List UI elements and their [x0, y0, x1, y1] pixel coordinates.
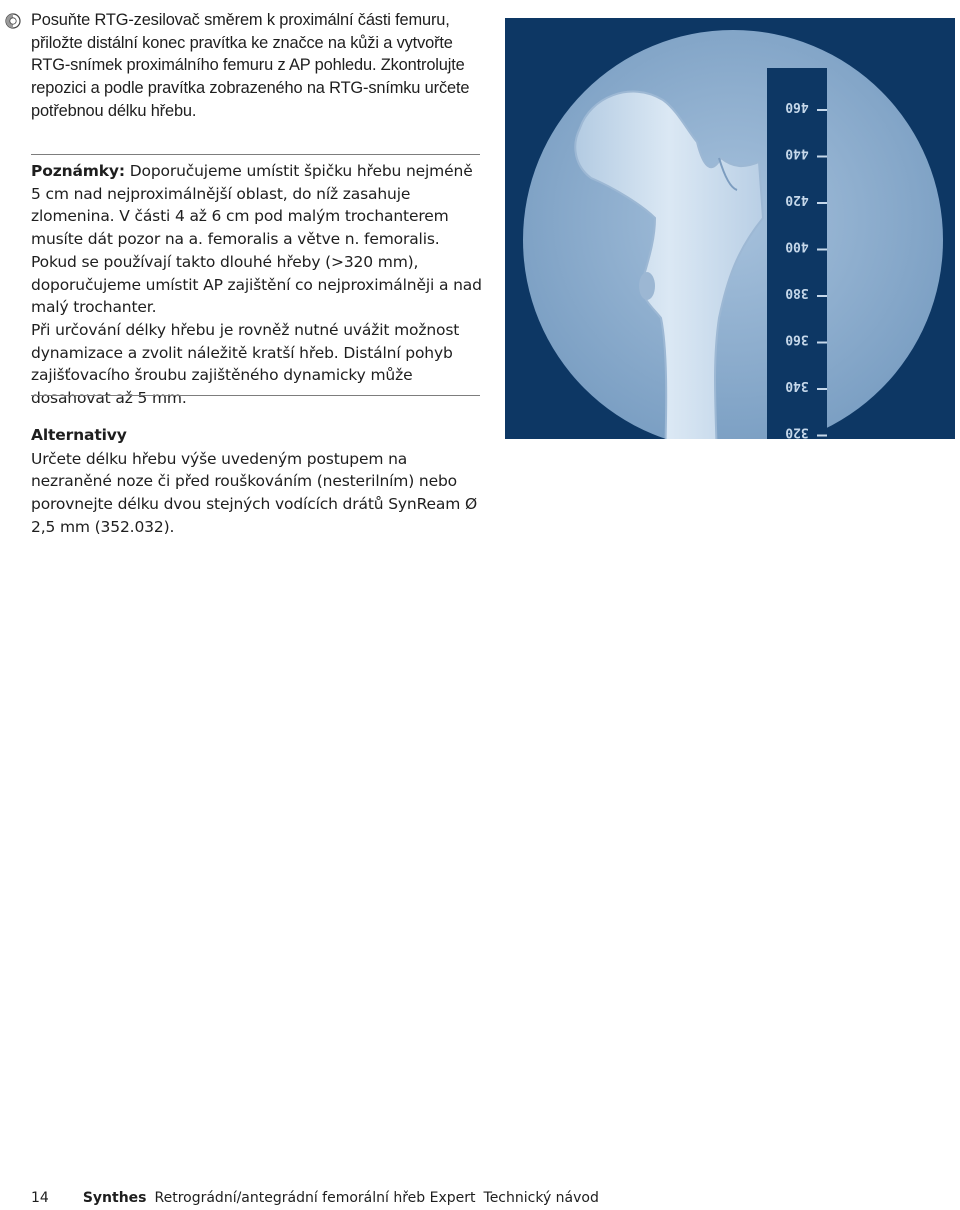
ruler-tick [817, 295, 827, 297]
alternatives-text: Určete délku hřebu výše uvedeným postupem na nezraněné noze či před rouškováním (nesterilním) nebo porovnejte délku dvou stejných vodících drátů SynReam Ø 2,5 mm (352.032). [31, 449, 478, 536]
notes-label: Poznámky: [31, 162, 125, 180]
ruler-tick [817, 342, 827, 344]
ruler-label: 340 [785, 378, 809, 393]
xray-figure [505, 18, 955, 439]
footer-title: Retrográdní/antegrádní femorální hřeb Expert [154, 1190, 476, 1206]
ruler-label: 360 [785, 331, 809, 347]
notes-block [31, 160, 483, 410]
page-number: 14 [31, 1190, 49, 1206]
footer-doc-type: Technický návod [483, 1190, 599, 1206]
ruler-label: 420 [785, 192, 809, 207]
alternatives-block [31, 424, 483, 539]
notes-top-divider [31, 154, 480, 155]
ruler-tick [817, 156, 827, 158]
alternatives-title: Alternativy [31, 426, 127, 444]
notes-text-1: Doporučujeme umístit špičku hřebu nejméně 5 cm nad nejproximálnější oblast, do níž zasahuje zlomenina. V části 4 až 6 cm pod malým trochanterem musíte dát pozor na a. femoralis a větve n. femoralis. Pokud se používají takto dlouhé hřeby (>320 mm), doporučujeme umístit AP zajištění co nejproximálněji a nad malý trochanter. [31, 162, 482, 317]
footer-brand: Synthes [82, 1190, 147, 1206]
step-instruction: Posuňte RTG-zesilovač směrem k proximální části femuru, přiložte distální konec pravítka ke značce na kůži a vytvořte RTG-snímek proximálního femuru z AP pohledu. Zkontrolujte repozici a podle pravítka zobrazeného na RTG-snímku určete potřebnou délku hřebu. [31, 11, 470, 120]
ruler-tick [817, 202, 827, 204]
ruler-label: 380 [785, 285, 809, 300]
step-circle-icon [5, 13, 21, 29]
notes-paragraph-2: Při určování délky hřebu je rovněž nutné uvážit možnost dynamizace a zvolit náležitě kratší hřeb. Distální pohyb zajišťovacího šroubu zajištěného dynamicky může dosahovat až 5 mm. [31, 320, 460, 408]
lesser-trochanter [639, 272, 655, 300]
ruler-tick [817, 388, 827, 390]
ruler-label: 320 [785, 424, 809, 439]
ruler-tick [817, 109, 827, 111]
ruler-tick [817, 435, 827, 437]
ruler-label: 460 [785, 99, 809, 114]
notes-paragraph-1 [31, 160, 483, 319]
ruler-label: 400 [785, 238, 809, 254]
notes-bottom-divider [31, 395, 480, 396]
ruler-label: 440 [785, 145, 809, 161]
page-footer [31, 1190, 607, 1206]
ruler-tick [817, 249, 827, 251]
